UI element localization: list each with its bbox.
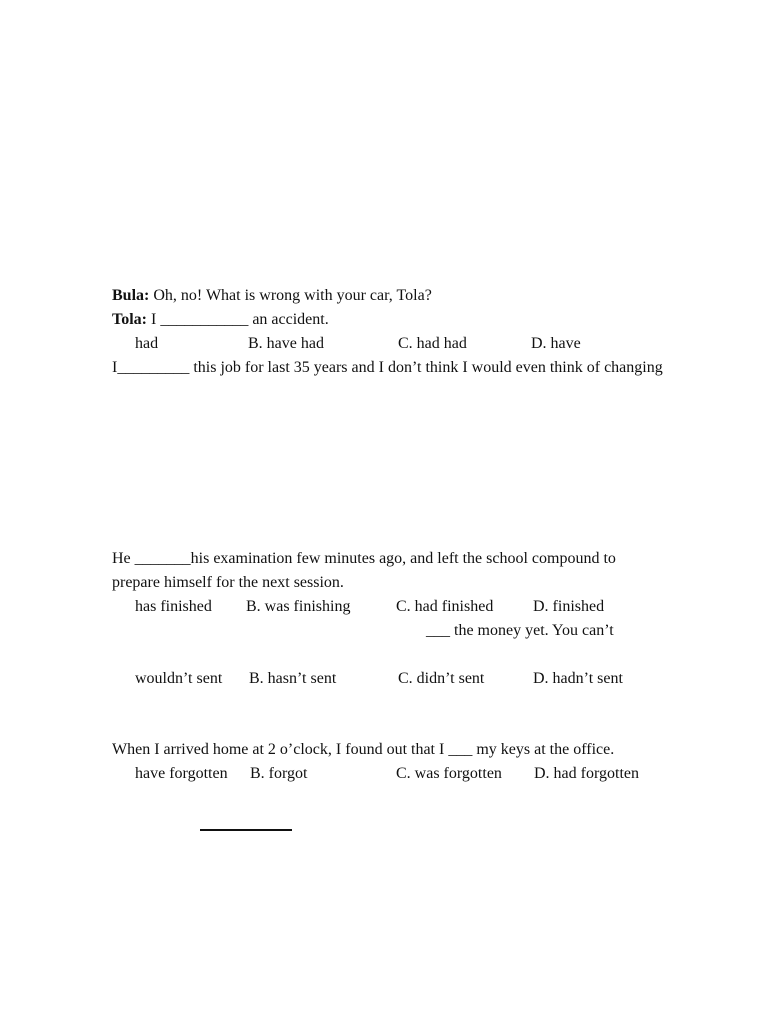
q4-option-a: wouldn’t sent <box>135 670 223 687</box>
q1-dialogue-line-1 <box>112 286 432 306</box>
q3-option-b: B. was finishing <box>246 598 351 615</box>
q5-option-b: B. forgot <box>250 765 308 782</box>
q3-stem-line-1: He _______his examination few minutes ago, and left the school compound to <box>112 550 616 567</box>
q5-option-c: C. was forgotten <box>396 765 502 782</box>
q1-option-c: C. had had <box>398 335 467 352</box>
q5-option-a: have forgotten <box>135 765 228 782</box>
q1-speaker-bula: Bula: <box>112 287 150 304</box>
q1-option-a: had <box>135 335 159 352</box>
q4-option-d: D. hadn’t sent <box>533 670 623 687</box>
q1-option-b: B. have had <box>248 335 324 352</box>
q4-option-c: C. didn’t sent <box>398 670 485 687</box>
q3-option-c: C. had finished <box>396 598 494 615</box>
q2-stem: I_________ this job for last 35 years and I don’t think I would even think of changing <box>112 359 663 376</box>
q5-stem: When I arrived home at 2 o’clock, I found out that I ___ my keys at the office. <box>112 741 615 758</box>
q4-stem-fragment: ___ the money yet. You can’t <box>426 622 614 639</box>
q5-option-d: D. had forgotten <box>534 765 640 782</box>
q1-tola-text: I ___________ an accident. <box>146 311 329 328</box>
q1-dialogue-line-2 <box>112 310 329 330</box>
q3-stem-line-2: prepare himself for the next session. <box>112 574 344 591</box>
q3-option-a: has finished <box>135 598 212 615</box>
q1-bula-text: Oh, no! What is wrong with your car, Tola? <box>149 287 432 304</box>
horizontal-divider <box>200 829 292 831</box>
q1-speaker-tola: Tola: <box>112 311 147 328</box>
q3-option-d: D. finished <box>533 598 605 615</box>
q1-option-d: D. have <box>531 335 581 352</box>
q4-option-b: B. hasn’t sent <box>249 670 337 687</box>
